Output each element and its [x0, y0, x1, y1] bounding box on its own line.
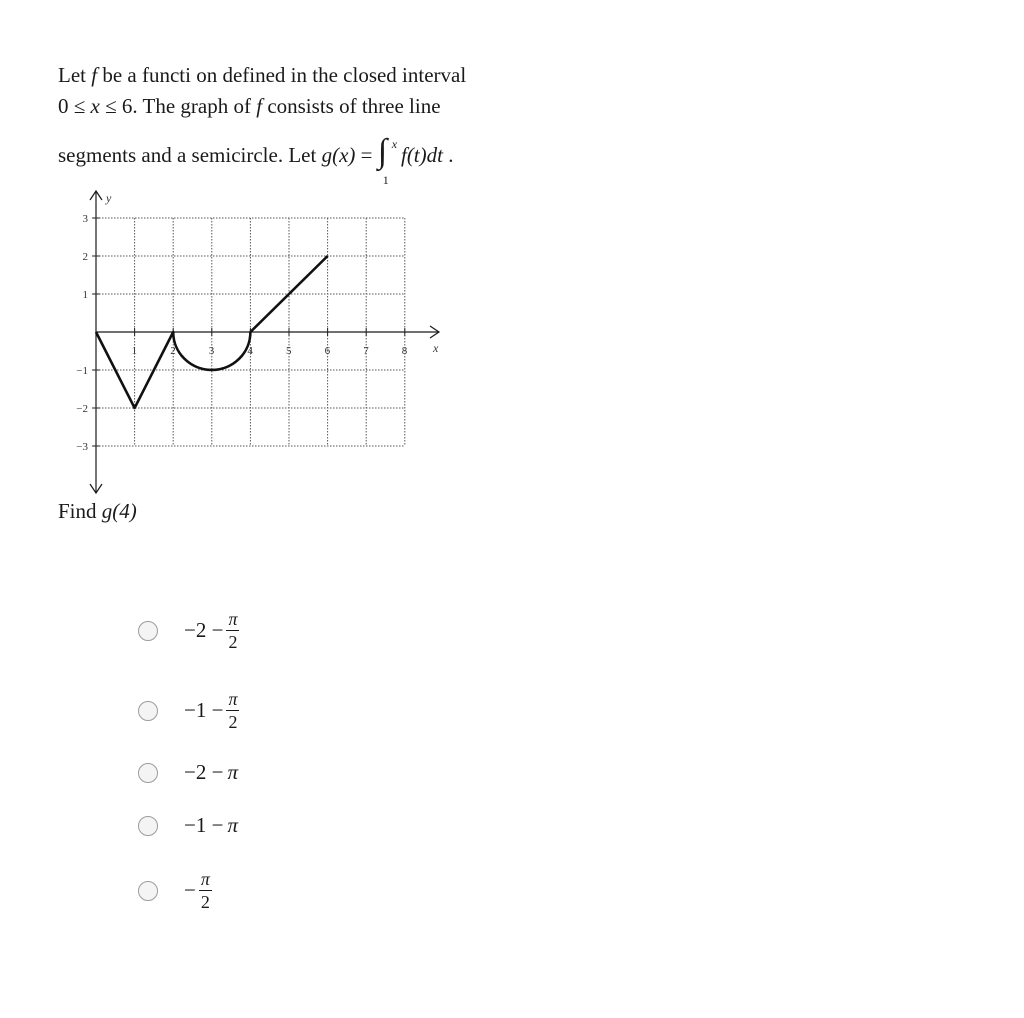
answer-choice-1[interactable] — [138, 610, 239, 651]
question-text-part: ≤ 6. The graph of — [99, 94, 257, 118]
x-tick-label: 5 — [286, 345, 292, 357]
fraction — [199, 870, 212, 911]
answer-choice-5[interactable] — [138, 870, 212, 911]
x-axis-label: x — [433, 341, 439, 355]
x-tick-label: 8 — [401, 345, 408, 357]
g-of-x: g(x) — [321, 143, 356, 167]
choice-pi: π — [227, 813, 238, 837]
y-axis-label: y — [106, 191, 112, 205]
question-text-part: consists of three line — [262, 94, 441, 118]
fraction — [226, 610, 239, 651]
x-tick-label: 4 — [247, 345, 253, 357]
function-symbol: f — [91, 63, 98, 87]
period: . — [442, 143, 454, 167]
question-line-2 — [58, 91, 578, 122]
answer-choice-4[interactable] — [138, 813, 238, 838]
question-line-3 — [58, 133, 578, 188]
choice-prefix: −2 − — [184, 618, 224, 642]
equals-sign: = — [355, 143, 378, 167]
fraction-denominator: 2 — [228, 632, 238, 652]
choice-expression — [184, 690, 239, 731]
fraction — [226, 690, 239, 731]
integral — [377, 133, 398, 188]
integral-upper-limit: x — [391, 137, 398, 152]
radio-button[interactable] — [138, 763, 158, 783]
fraction-denominator: 2 — [228, 712, 238, 732]
integrand: f(t)dt — [395, 143, 443, 167]
question-line-1 — [58, 60, 578, 91]
y-tick-label: 2 — [82, 251, 88, 263]
x-tick-label: 6 — [324, 345, 331, 357]
function-symbol: f — [256, 94, 263, 118]
choice-prefix: −2 − — [184, 760, 224, 784]
answer-choice-3[interactable] — [138, 760, 238, 785]
y-tick-label: −1 — [76, 365, 88, 377]
graph-ticks — [76, 213, 408, 453]
integral-lower-limit: 1 — [382, 173, 389, 188]
fraction-denominator: 2 — [200, 892, 210, 912]
choice-expression — [184, 610, 239, 651]
question-text-part: 0 ≤ — [58, 94, 91, 118]
x-tick-label: 3 — [208, 345, 215, 357]
x-tick-label: 1 — [131, 345, 138, 357]
choice-expression — [184, 760, 238, 785]
question-text — [58, 60, 578, 188]
fraction-numerator: π — [200, 869, 210, 889]
fraction-numerator: π — [228, 609, 238, 629]
radio-button[interactable] — [138, 881, 158, 901]
variable-symbol: x — [90, 94, 100, 118]
integral-sign: ∫ — [377, 133, 388, 171]
y-tick-label: −2 — [76, 403, 88, 415]
choice-pi: π — [227, 760, 238, 784]
function-graph — [56, 186, 456, 498]
question-text-part: Let — [58, 63, 92, 87]
question-text-part: segments and a semicircle. Let — [58, 143, 322, 167]
answer-choice-2[interactable] — [138, 690, 239, 731]
radio-button[interactable] — [138, 816, 158, 836]
x-tick-label: 2 — [170, 345, 176, 357]
prompt-expression: g(4) — [101, 499, 137, 523]
y-tick-label: 1 — [82, 289, 88, 301]
y-tick-label: −3 — [76, 441, 88, 453]
graph-axes — [90, 191, 439, 493]
choice-expression — [184, 870, 212, 911]
choice-prefix: −1 − — [184, 698, 224, 722]
choice-prefix: − — [184, 878, 196, 902]
radio-button[interactable] — [138, 701, 158, 721]
choice-expression — [184, 813, 238, 838]
y-tick-label: 3 — [82, 213, 88, 225]
prompt-label: Find — [58, 499, 102, 523]
fraction-numerator: π — [228, 689, 238, 709]
x-tick-label: 7 — [363, 345, 369, 357]
question-text-part: be a functi on defined in the closed interval — [97, 63, 467, 87]
choice-prefix: −1 − — [184, 813, 224, 837]
radio-button[interactable] — [138, 621, 158, 641]
prompt — [58, 496, 137, 527]
